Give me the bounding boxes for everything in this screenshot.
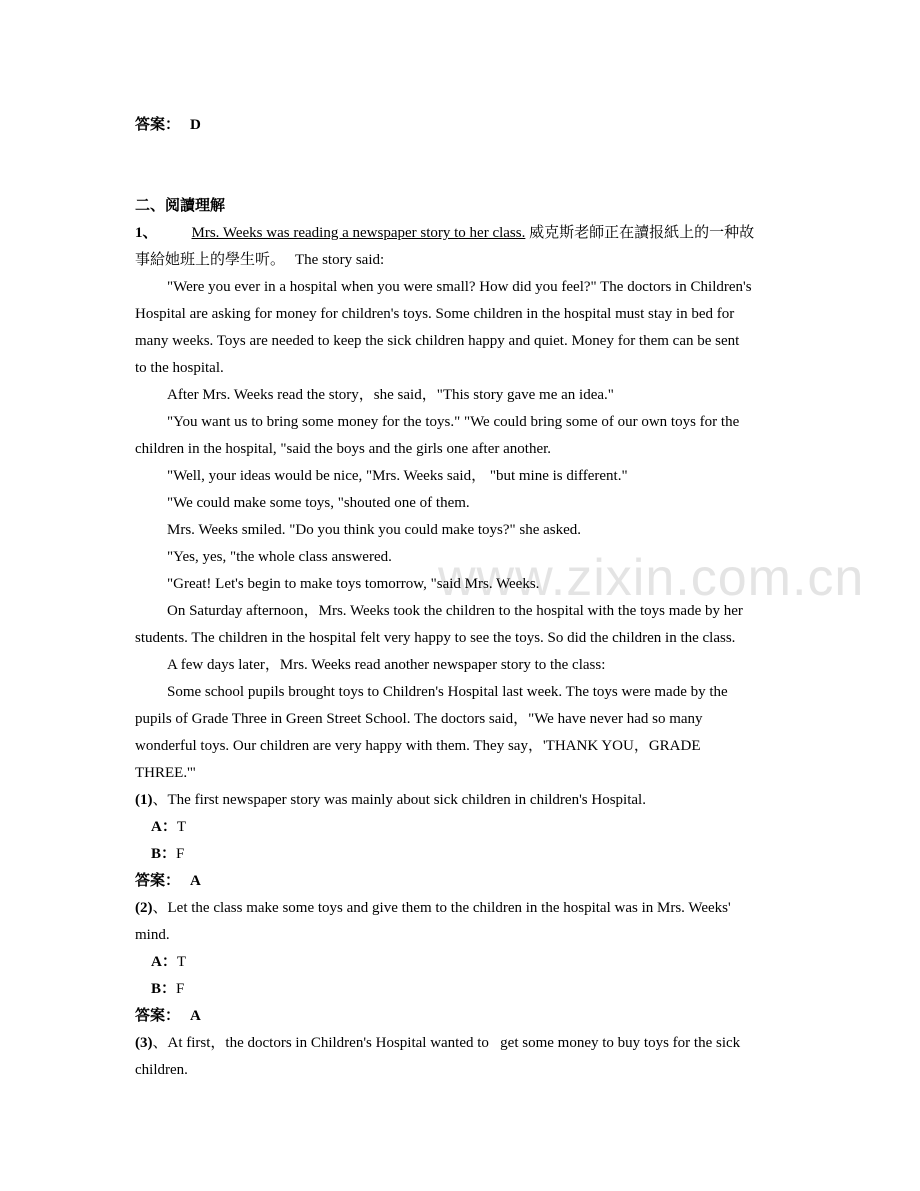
question-3 (135, 1033, 740, 1053)
passage-intro-cn: 威克斯老師正在讀报紙上的一种故 (529, 225, 755, 241)
option-value: T (176, 819, 187, 835)
answer-label: 答案： (135, 117, 181, 133)
option-a (151, 817, 186, 837)
passage-line: After Mrs. Weeks read the story，she said，"This story gave me an idea." (167, 387, 614, 403)
answer-label: 答案： (135, 1008, 181, 1024)
passage-line: children in the hospital, "said the boys and the girls one after another. (135, 441, 552, 457)
question-3-cont: children. (135, 1062, 188, 1078)
option-b (151, 844, 184, 864)
passage-line: "Well, your ideas would be nice, "Mrs. Weeks said， "but mine is different." (167, 468, 628, 484)
option-key: B： (151, 981, 177, 997)
option-value: F (176, 846, 185, 862)
passage-intro-cn-2: 事給她班上的學生听。 (135, 252, 286, 268)
answer-value: A (190, 1008, 201, 1024)
passage-line: pupils of Grade Three in Green Street School. The doctors said，"We have never had so many (135, 711, 703, 727)
option-value: T (176, 954, 187, 970)
answer-value: A (190, 873, 201, 889)
passage-line: "We could make some toys, "shouted one of them. (167, 495, 470, 511)
passage-intro-line-2 (135, 250, 384, 270)
option-key: A： (151, 954, 177, 970)
answer-value: D (190, 117, 201, 133)
passage-line: A few days later，Mrs. Weeks read another newspaper story to the class: (167, 657, 606, 673)
option-key: B： (151, 846, 177, 862)
passage-intro-line (135, 223, 754, 243)
option-value: F (176, 981, 185, 997)
passage-line: Some school pupils brought toys to Children's Hospital last week. The toys were made by the (167, 684, 728, 700)
question-text: Let the class make some toys and give them to the children in the hospital was in Mrs. Weeks' (167, 900, 731, 916)
passage-intro-underlined: Mrs. Weeks was reading a newspaper story to her class. (191, 225, 526, 241)
section-title: 二、阅讀理解 (135, 198, 226, 214)
question-text: At first，the doctors in Children's Hospital wanted to get some money to buy toys for the sick (167, 1035, 741, 1051)
option-key: A： (151, 819, 177, 835)
passage-line: Mrs. Weeks smiled. "Do you think you could make toys?" she asked. (167, 522, 582, 538)
passage-line: THREE.'" (135, 765, 196, 781)
passage-line: many weeks. Toys are needed to keep the sick children happy and quiet. Money for them can be sent (135, 333, 740, 349)
question-sep: 、 (152, 1035, 168, 1051)
question-number: (2) (135, 900, 153, 916)
question-number: (1) (135, 792, 153, 808)
answer-label: 答案： (135, 873, 181, 889)
prev-answer (135, 115, 201, 135)
watermark: www.zixin.com.cn (438, 549, 865, 607)
option-b (151, 979, 184, 999)
passage-line: wonderful toys. Our children are very happy with them. They say，'THANK YOU，GRADE (135, 738, 701, 754)
option-a (151, 952, 186, 972)
passage-line: "Great! Let's begin to make toys tomorrow, "said Mrs. Weeks. (167, 576, 540, 592)
question-text: The first newspaper story was mainly about sick children in children's Hospital. (167, 792, 646, 808)
passage-intro-tail: The story said: (295, 252, 385, 268)
question-1 (135, 790, 646, 810)
passage-line: On Saturday afternoon，Mrs. Weeks took the children to the hospital with the toys made by her (167, 603, 743, 619)
passage-line: "You want us to bring some money for the toys." "We could bring some of our own toys for the (167, 414, 740, 430)
question-sep: 、 (152, 900, 168, 916)
answer-2 (135, 1006, 201, 1026)
passage-line: "Yes, yes, "the whole class answered. (167, 549, 392, 565)
passage-line: students. The children in the hospital felt very happy to see the toys. So did the children in the class. (135, 630, 736, 646)
passage-number: 1、 (135, 225, 158, 241)
question-number: (3) (135, 1035, 153, 1051)
passage-line: to the hospital. (135, 360, 224, 376)
question-sep: 、 (152, 792, 168, 808)
answer-1 (135, 871, 201, 891)
question-2-cont: mind. (135, 927, 170, 943)
passage-line: Hospital are asking for money for children's toys. Some children in the hospital must stay in bed for (135, 306, 735, 322)
question-2 (135, 898, 731, 918)
passage-line: "Were you ever in a hospital when you were small? How did you feel?" The doctors in Children's (167, 279, 752, 295)
